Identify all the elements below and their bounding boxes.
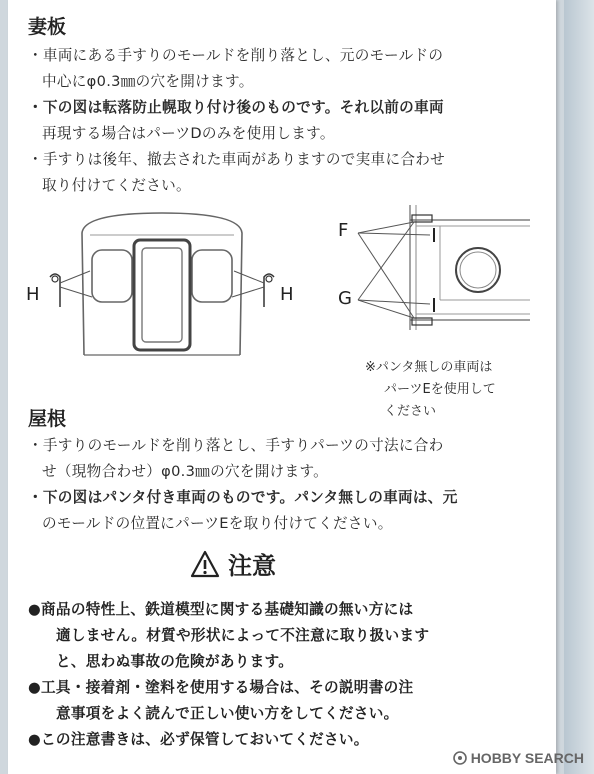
- text-line: せ（現物合わせ）φ0.3㎜の穴を開けます。: [42, 463, 329, 480]
- text-line: ・手すりのモールドを削り落とし、手すりパーツの寸法に合わ: [28, 437, 444, 454]
- caution-title: 注意: [228, 552, 276, 580]
- watermark: [453, 750, 584, 766]
- caution-line: ●工具・接着剤・塗料を使用する場合は、その説明書の注: [28, 679, 414, 696]
- section-title-roof: 屋根: [28, 408, 67, 430]
- background-edge: [564, 0, 594, 774]
- section-title-end-plate: 妻板: [28, 16, 67, 38]
- text-line: ・車両にある手すりのモールドを削り落とし、元のモールドの: [28, 47, 444, 64]
- watermark-text: HOBBY SEARCH: [470, 750, 584, 766]
- label-g: G: [338, 288, 352, 309]
- caution-line: ●商品の特性上、鉄道模型に関する基礎知識の無い方には: [28, 601, 414, 618]
- text-line: ・下の図はパンタ付き車両のものです。パンタ無しの車両は、元: [28, 489, 458, 506]
- label-f: F: [338, 220, 349, 241]
- text-line: 中心にφ0.3㎜の穴を開けます。: [42, 73, 254, 90]
- end-face-diagram: [22, 205, 312, 365]
- diagram-note: ください: [384, 404, 437, 419]
- label-h-right: H: [280, 284, 294, 305]
- caution-line: ●この注意書きは、必ず保管しておいてください。: [28, 731, 369, 748]
- text-line: のモールドの位置にパーツEを取り付けてください。: [42, 515, 393, 532]
- text-line: 取り付けてください。: [42, 177, 191, 194]
- warning-icon: [190, 550, 220, 578]
- hobby-search-logo-icon: [453, 751, 467, 765]
- diagram-note: ※パンタ無しの車両は: [365, 360, 493, 375]
- roof-detail-diagram: [330, 200, 530, 340]
- caution-heading: [190, 546, 276, 581]
- caution-line: 適しません。材質や形状によって不注意に取り扱います: [56, 627, 430, 644]
- text-line: ・手すりは後年、撤去された車両がありますので実車に合わせ: [28, 151, 446, 168]
- label-h-left: H: [26, 284, 40, 305]
- text-line: 再現する場合はパーツDのみを使用します。: [42, 125, 335, 142]
- text-line: ・下の図は転落防止幌取り付け後のものです。それ以前の車両: [28, 99, 444, 116]
- caution-line: 意事項をよく読んで正しい使い方をしてください。: [56, 705, 399, 722]
- diagram-note: パーツEを使用して: [384, 382, 496, 397]
- caution-line: と、思わぬ事故の危険があります。: [56, 653, 294, 670]
